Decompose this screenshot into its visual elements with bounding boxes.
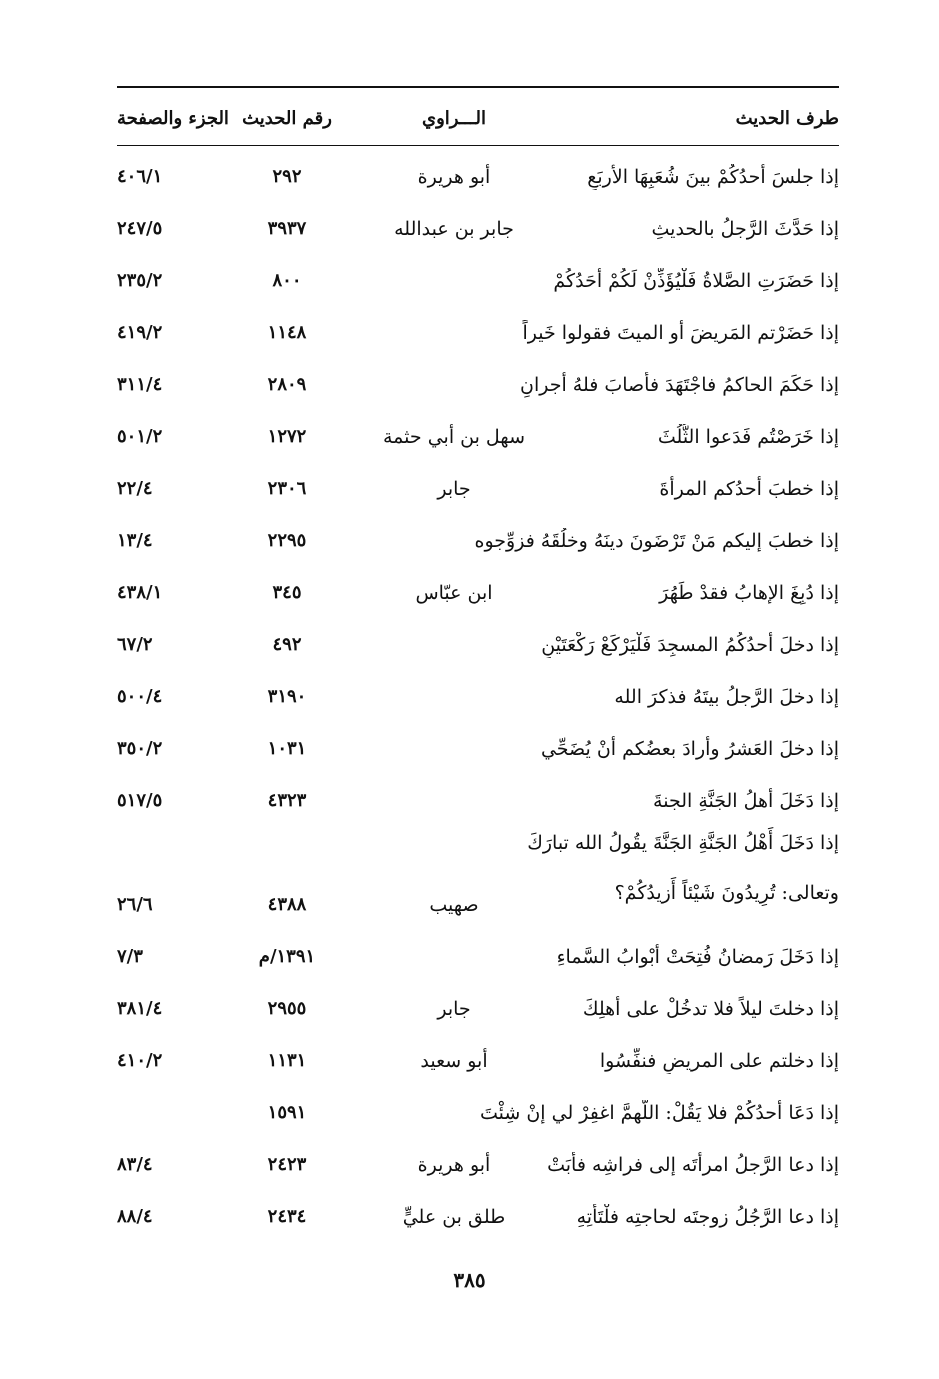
volume-page: ٤٠٦/١ [117, 166, 163, 187]
hadith-number: ١٥٩١ [267, 1102, 307, 1123]
hadith-text: إذا حَضَرَتِ الصَّلاةُ فَلْيُؤَذِّنْ لَكُمْ أَحَدُكُمْ [553, 270, 839, 292]
hadith-text: إذا دَخَلَ أهلُ الجَنَّةِ الجنةَ [653, 790, 839, 812]
rawi-text: ابن عبّاس [415, 582, 493, 604]
volume-page: ٢٦/٦ [117, 894, 153, 915]
hadith-number: ٤٣٢٣ [267, 790, 307, 811]
volume-page: ٢٣٥/٢ [117, 270, 163, 291]
table-row [117, 618, 839, 670]
rawi-text: جابر بن عبدالله [394, 218, 514, 240]
volume-page: ٥١٧/٥ [117, 790, 163, 811]
hadith-number: ٤٣٨٨ [267, 894, 307, 915]
hadith-text-line-1: إذا دَخَلَ أَهْلُ الجَنَّةِ الجَنَّةَ يقُولُ الله تبارَكَ [527, 832, 839, 854]
table-row [117, 982, 839, 1034]
hadith-number: ٣٩٣٧ [267, 218, 307, 239]
table-row [117, 514, 839, 566]
hadith-number: ٢٢٩٥ [267, 530, 307, 551]
table-row [117, 306, 839, 358]
table-row [117, 1034, 839, 1086]
hadith-text: إذا خطبَ إليكم مَنْ تَرْضَونَ دينَهُ وخلُقَهُ فزوِّجوه [474, 530, 839, 552]
hadith-text: إذا حَكَمَ الحاكمُ فاجْتَهَدَ فأصابَ فلهُ أجرانِ [519, 374, 839, 396]
volume-page: ٤١٠/٢ [117, 1050, 163, 1071]
hadith-text: إذا دخلَ أحدُكُمُ المسجِدَ فَلْيَرْكَعْ رَكْعَتَيْنِ [541, 634, 839, 656]
volume-page: ٣٥٠/٢ [117, 738, 163, 759]
hadith-text: إذا جلسَ أحدُكُمْ بينَ شُعَبِهَا الأربَعِ [587, 166, 839, 188]
rawi-text: صهيب [429, 894, 479, 916]
volume-page: ٢٤٧/٥ [117, 218, 163, 239]
hadith-text: إذا دخلَ العَشرُ وأرادَ بعضُكم أنْ يُضَحِّي [540, 738, 839, 760]
hadith-number: ٢٩٢ [272, 166, 302, 187]
volume-page: ٤١٩/٢ [117, 322, 163, 343]
table-row [117, 722, 839, 774]
table-row [117, 358, 839, 410]
volume-page: ٧/٣ [117, 946, 143, 967]
hadith-text: إذا حَضَرْتم المَريضَ أو الميتَ فقولوا خَيراً [522, 322, 839, 344]
table-row [117, 670, 839, 722]
table-row [117, 566, 839, 618]
hadith-number: ٢٣٠٦ [267, 478, 307, 499]
hadith-number: ٤٩٢ [272, 634, 302, 655]
table-row [117, 930, 839, 982]
hadith-number: ٣١٩٠ [267, 686, 307, 707]
hadith-number: ١٢٧٢ [267, 426, 307, 447]
header-rawi: الـــراوي [421, 108, 487, 129]
header-rule [117, 145, 839, 146]
table-row [117, 254, 839, 306]
hadith-number: ٨٠٠ [272, 270, 302, 291]
hadith-number: ٢٩٥٥ [267, 998, 307, 1019]
table-row [117, 826, 839, 930]
hadith-text: إذا دخلَ الرَّجلُ بيتَهُ فذكرَ الله [614, 686, 839, 708]
table-row [117, 1138, 839, 1190]
hadith-text: إذا دعا الرَّجُلُ زوجتَه لحاجتِه فلْتَأْتِهِ [576, 1206, 839, 1228]
hadith-text: إذا خطبَ أحدُكم المرأةَ [659, 478, 839, 500]
volume-page: ٣١١/٤ [117, 374, 163, 395]
hadith-text: إذا دَعَا أحدُكُمْ فلا يَقُلْ: اللَّهمَّ اغفِرْ لي إنْ شِئْتَ [480, 1102, 839, 1124]
hadith-text: إذا دعا الرَّجلُ امرأتَه إلى فراشِه فأبَتْ [547, 1154, 839, 1176]
volume-page: ٤٣٨/١ [117, 582, 163, 603]
rawi-text: أبو هريرة [417, 166, 491, 188]
hadith-text: إذا دخلتم على المريضِ فنفِّسُوا [599, 1050, 839, 1072]
table-row [117, 1190, 839, 1242]
hadith-text: إذا دُبِغَ الإهابُ فقدْ طَهُرَ [659, 582, 839, 604]
table-header [117, 100, 839, 140]
hadith-number: ٣٤٥ [272, 582, 302, 603]
header-hadith: طرف الحديث [735, 108, 839, 129]
volume-page: ٥٠١/٢ [117, 426, 163, 447]
table-row [117, 150, 839, 202]
hadith-number: ١٣٩١/م [258, 946, 316, 967]
volume-page: ١٣/٤ [117, 530, 153, 551]
rawi-text: أبو هريرة [417, 1154, 491, 1176]
rawi-text: سهل بن أبي حثمة [383, 426, 525, 448]
volume-page: ٥٠٠/٤ [117, 686, 163, 707]
rawi-text: أبو سعيد [420, 1050, 488, 1072]
page-number: ٣٨٥ [453, 1268, 486, 1292]
hadith-text: إذا دخلتَ ليلاً فلا تدخُلْ على أهلِكَ [582, 998, 839, 1020]
hadith-text-line-2: وتعالى: تُرِيدُونَ شَيْئاً أَزيدُكُمْ؟ [614, 882, 839, 904]
header-volume-page: الجزء والصفحة [117, 108, 229, 129]
rawi-text: جابر [437, 478, 471, 500]
hadith-number: ٢٤٢٣ [267, 1154, 307, 1175]
table-row [117, 462, 839, 514]
table-row [117, 410, 839, 462]
table-row [117, 1086, 839, 1138]
table-body [117, 150, 839, 1242]
top-rule [117, 86, 839, 88]
header-number: رقم الحديث [242, 108, 332, 129]
volume-page: ٢٢/٤ [117, 478, 153, 499]
hadith-text: إذا حَدَّثَ الرَّجلُ بالحديثِ [651, 218, 839, 240]
hadith-text: إذا دَخَلَ رَمضانُ فُتِحَتْ أَبْوابُ السَّماءِ [556, 946, 839, 968]
hadith-number: ٢٤٣٤ [267, 1206, 307, 1227]
hadith-number: ١٠٣١ [267, 738, 307, 759]
hadith-number: ١١٣١ [267, 1050, 307, 1071]
volume-page: ٨٨/٤ [117, 1206, 153, 1227]
rawi-text: طلق بن عليٍّ [402, 1206, 506, 1228]
hadith-text: إذا خَرَصْتُم فَدَعوا الثُّلُثَ [657, 426, 839, 448]
volume-page: ٦٧/٢ [117, 634, 153, 655]
volume-page: ٨٣/٤ [117, 1154, 153, 1175]
hadith-number: ٢٨٠٩ [267, 374, 307, 395]
hadith-number: ١١٤٨ [267, 322, 307, 343]
rawi-text: جابر [437, 998, 471, 1020]
volume-page: ٣٨١/٤ [117, 998, 163, 1019]
table-row [117, 202, 839, 254]
